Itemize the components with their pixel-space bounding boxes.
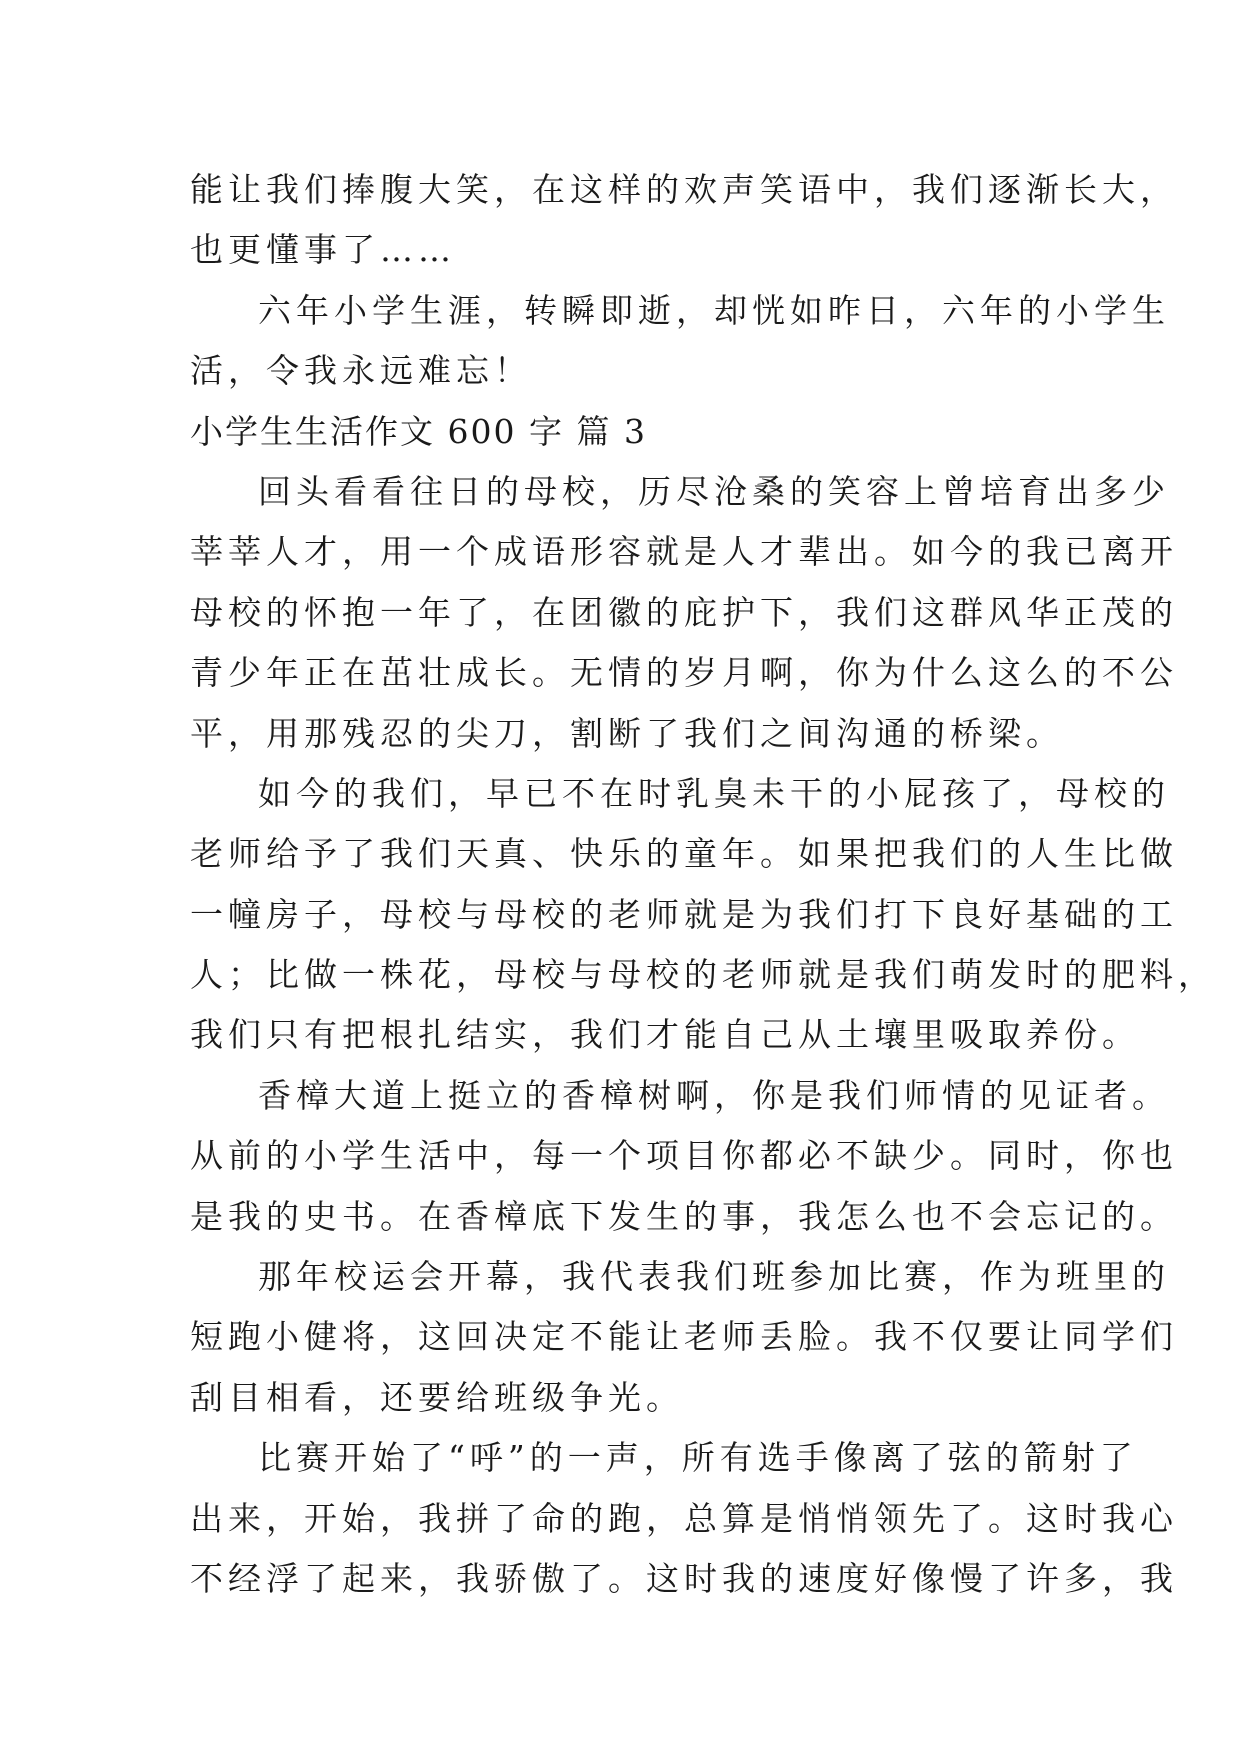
section-heading: 小学生生活作文 600 字 篇 3: [190, 411, 647, 451]
text-line: 从前的小学生活中，每一个项目你都必不缺少。同时，你也: [190, 1136, 1178, 1176]
text-line: 出来，开始，我拼了命的跑，总算是悄悄领先了。这时我心: [190, 1498, 1178, 1538]
text-line: 回头看看往日的母校，历尽沧桑的笑容上曾培育出多少: [258, 471, 1170, 511]
text-line: 能让我们捧腹大笑，在这样的欢声笑语中，我们逐渐长大，: [190, 170, 1178, 209]
text-line: 平，用那残忍的尖刀，割断了我们之间沟通的桥梁。: [190, 713, 1064, 753]
text-line: 一幢房子，母校与母校的老师就是为我们打下良好基础的工: [190, 894, 1178, 934]
text-line: 六年小学生涯，转瞬即逝，却恍如昨日，六年的小学生: [258, 290, 1170, 330]
text-line: 老师给予了我们天真、快乐的童年。如果把我们的人生比做: [190, 834, 1178, 874]
text-line: 青少年正在茁壮成长。无情的岁月啊，你为什么这么的不公: [190, 653, 1178, 693]
text-line: 我们只有把根扎结实，我们才能自己从土壤里吸取养份。: [190, 1015, 1140, 1055]
text-line: 不经浮了起来，我骄傲了。这时我的速度好像慢了许多，我: [190, 1558, 1178, 1598]
text-line: 刮目相看，还要给班级争光。: [190, 1377, 684, 1417]
text-line: 人；比做一株花，母校与母校的老师就是我们萌发时的肥料，: [190, 955, 1216, 995]
text-line: 如今的我们，早已不在时乳臭未干的小屁孩了，母校的: [258, 773, 1170, 813]
text-line: 也更懂事了……: [190, 230, 456, 270]
text-line: 短跑小健将，这回决定不能让老师丢脸。我不仅要让同学们: [190, 1317, 1178, 1357]
text-line: 母校的怀抱一年了，在团徽的庇护下，我们这群风华正茂的: [190, 592, 1178, 632]
text-line: 香樟大道上挺立的香樟树啊，你是我们师情的见证者。: [258, 1075, 1170, 1115]
text-line: 那年校运会开幕，我代表我们班参加比赛，作为班里的: [258, 1257, 1170, 1297]
text-line: 活，令我永远难忘！: [190, 351, 532, 391]
document-page: [190, 160, 1216, 1609]
text-line: 莘莘人才，用一个成语形容就是人才辈出。如今的我已离开: [190, 532, 1178, 572]
text-line: 比赛开始了“呼”的一声，所有选手像离了弦的箭射了: [258, 1438, 1138, 1478]
text-line: 是我的史书。在香樟底下发生的事，我怎么也不会忘记的。: [190, 1196, 1178, 1236]
